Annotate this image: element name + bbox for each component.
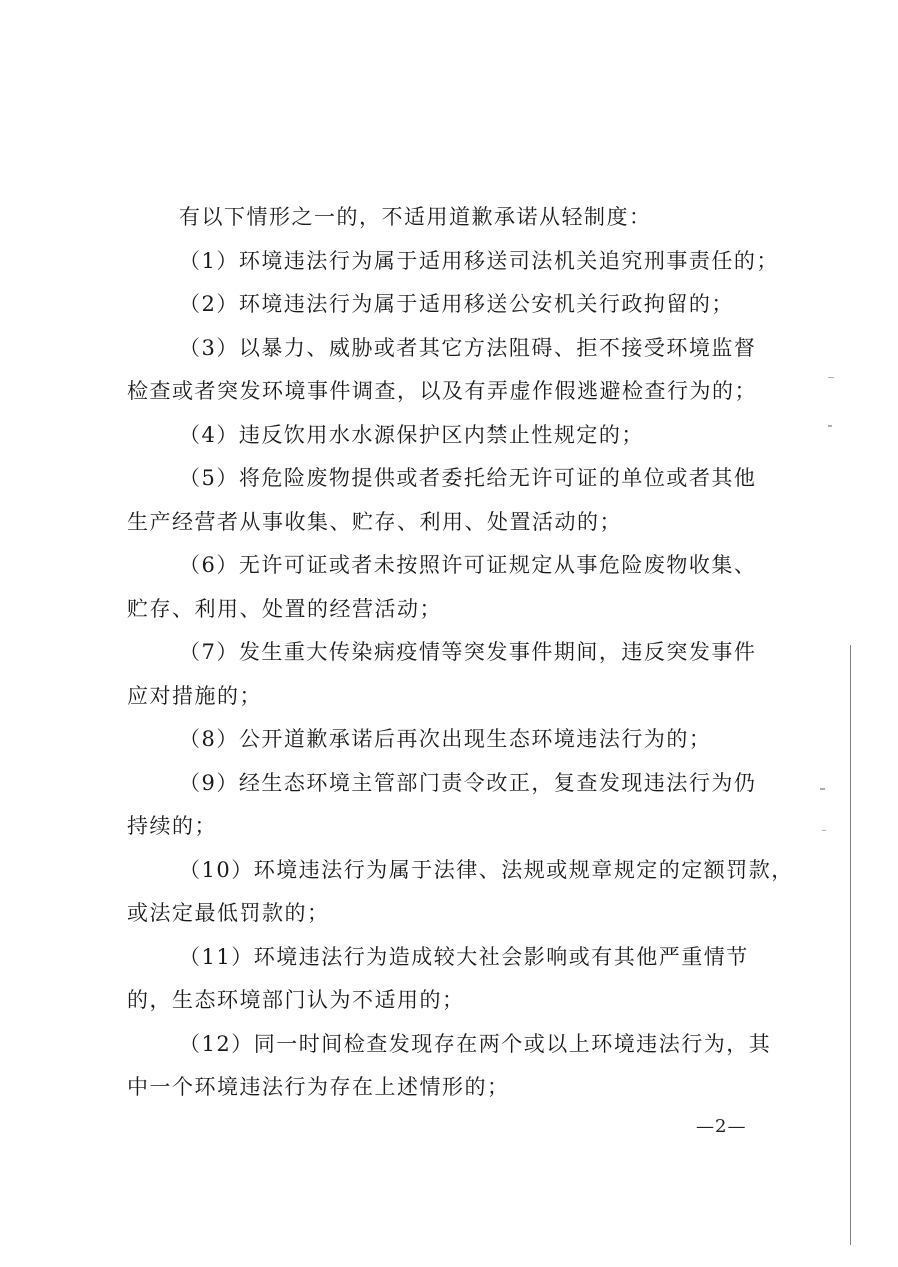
item-7-line-1: （7）发生重大传染病疫情等突发事件期间，违反突发事件	[179, 640, 757, 664]
item-7-line-2: 应对措施的；	[127, 683, 262, 708]
item-11-line-1: （11）环境违法行为造成较大社会影响或有其他严重情节	[179, 944, 749, 969]
page-number: —2—	[696, 1116, 747, 1137]
item-10-line-1: （10）环境违法行为属于法律、法规或规章规定的定额罚款，	[179, 857, 794, 882]
item-6-line-2: 贮存、利用、处置的经营活动；	[127, 596, 442, 621]
item-11-line-2: 的，生态环境部门认为不适用的；	[127, 988, 465, 1012]
item-12-line-2: 中一个环境违法行为存在上述情形的；	[127, 1075, 510, 1099]
item-3-line-2: 检查或者突发环境事件调查，以及有弄虚作假逃避检查行为的；	[127, 379, 757, 403]
item-8: （8）公开道歉承诺后再次出现生态环境违法行为的；	[179, 727, 712, 751]
item-2: （2）环境违法行为属于适用移送公安机关行政拘留的；	[179, 292, 734, 316]
item-3-line-1: （3）以暴力、威胁或者其它方法阻碍、拒不接受环境监督	[179, 335, 757, 360]
scan-speck	[822, 830, 826, 831]
item-4: （4）违反饮用水水源保护区内禁止性规定的；	[179, 422, 644, 447]
scan-speck	[820, 788, 825, 790]
item-5-line-2: 生产经营者从事收集、贮存、利用、处置活动的；	[127, 509, 622, 534]
item-1: （1）环境违法行为属于适用移送司法机关追究刑事责任的；	[179, 248, 779, 273]
item-6-line-1: （6）无许可证或者未按照许可证规定从事危险废物收集、	[179, 553, 757, 577]
scan-speck	[828, 425, 832, 427]
intro-line: 有以下情形之一的，不适用道歉承诺从轻制度：	[179, 205, 652, 229]
item-12-line-1: （12）同一时间检查发现存在两个或以上环境违法行为，其	[179, 1031, 772, 1056]
document-body	[127, 196, 794, 1110]
item-9-line-1: （9）经生态环境主管部门责令改正，复查发现违法行为仍	[179, 770, 757, 795]
item-10-line-2: 或法定最低罚款的；	[127, 901, 330, 925]
scan-speck	[828, 377, 834, 378]
item-9-line-2: 持续的；	[127, 814, 217, 838]
scan-edge-line	[850, 645, 851, 1245]
item-5-line-1: （5）将危险废物提供或者委托给无许可证的单位或者其他	[179, 466, 757, 490]
